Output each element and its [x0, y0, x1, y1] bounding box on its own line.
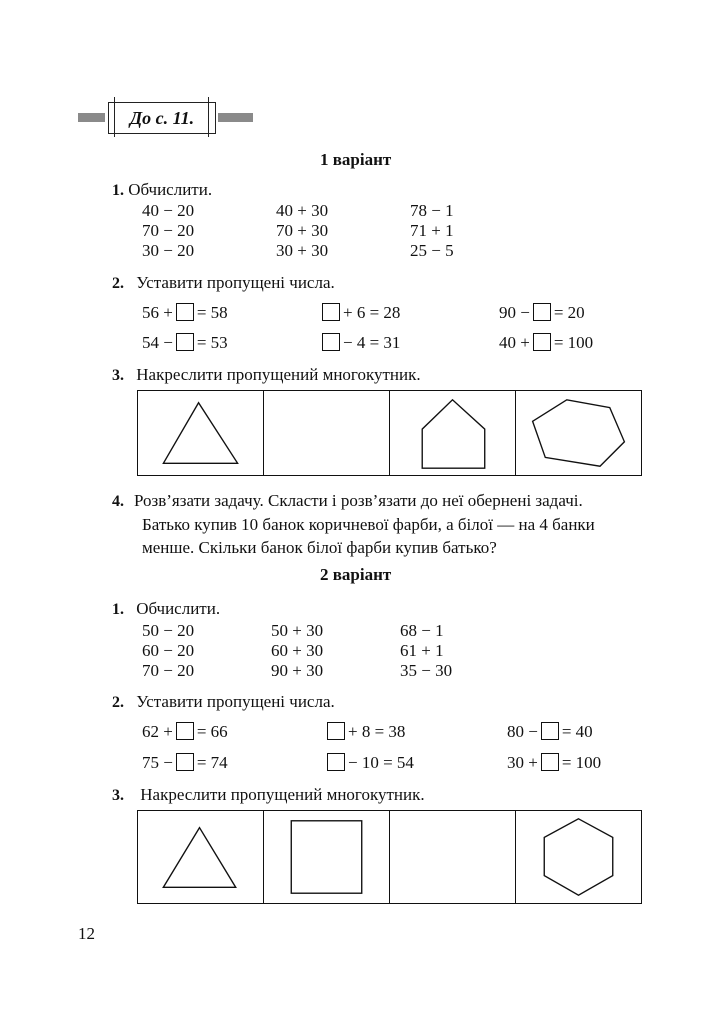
task-text: Накреслити пропущений многокутник.	[140, 785, 425, 804]
answer-box[interactable]	[176, 722, 194, 740]
polygon-cell-empty[interactable]	[390, 811, 516, 903]
expression: 70 + 30	[276, 221, 329, 240]
polygon-cell-pentagon	[390, 391, 516, 475]
fill-in-item: 75 − = 74	[142, 753, 228, 772]
task-text: Накреслити пропущений многокутник.	[136, 365, 421, 384]
answer-box[interactable]	[176, 303, 194, 321]
answer-box[interactable]	[533, 303, 551, 321]
expression: 60 + 30	[271, 641, 324, 660]
answer-box[interactable]	[176, 753, 194, 771]
fill-in-item: 62 + = 66	[142, 722, 228, 741]
expression: 70 − 20	[142, 221, 195, 240]
polygon-cell-square	[264, 811, 390, 903]
answer-box[interactable]	[327, 753, 345, 771]
expression: 40 − 20	[142, 201, 195, 220]
expr-col-1	[142, 201, 194, 261]
task-2-3	[112, 785, 425, 806]
square-shape	[264, 811, 389, 903]
section-header-label: До с. 11.	[129, 107, 195, 128]
task-text: Уставити пропущені числа.	[136, 273, 335, 292]
answer-box[interactable]	[322, 303, 340, 321]
expression: 61 + 1	[400, 641, 444, 660]
variant-1-title: 1 варіант	[320, 150, 392, 169]
fill-in-item: 90 − = 20	[499, 303, 585, 322]
polygon-table	[137, 390, 642, 476]
task-text-line: менше. Скільки банок білої фарби купив батько?	[142, 538, 497, 557]
polygon-cell-triangle	[138, 391, 264, 475]
section-header	[108, 102, 216, 134]
expr-col-1	[142, 621, 194, 681]
expression: 30 + 30	[276, 241, 329, 260]
answer-box[interactable]	[322, 333, 340, 351]
expression: 71 + 1	[410, 221, 454, 240]
expr-col-3	[400, 621, 452, 681]
answer-box[interactable]	[533, 333, 551, 351]
expression: 78 − 1	[410, 201, 454, 220]
polygon-cell-empty[interactable]	[264, 391, 390, 475]
variant-2-title: 2 варіант	[320, 565, 392, 584]
task-number: 2.	[112, 275, 124, 292]
task-2-2	[112, 692, 335, 713]
expression: 50 − 20	[142, 621, 195, 640]
answer-box[interactable]	[541, 753, 559, 771]
expression: 60 − 20	[142, 641, 195, 660]
fill-in-item: − 4 = 31	[319, 333, 400, 353]
polygon-cell-hexagon	[516, 811, 641, 903]
task-1-4	[112, 489, 595, 559]
task-1-2	[112, 273, 335, 294]
header-left-bar	[78, 113, 105, 122]
task-number: 1.	[112, 182, 124, 199]
task-2-1	[112, 599, 220, 620]
expression: 50 + 30	[271, 621, 324, 640]
task-text: Обчислити.	[136, 599, 221, 618]
pentagon-shape	[390, 391, 515, 475]
expr-col-3	[410, 201, 454, 261]
triangle-shape	[138, 811, 263, 903]
task-1-1	[112, 180, 212, 201]
fill-in-item: 40 + = 100	[499, 333, 594, 352]
polygon-cell-triangle	[138, 811, 264, 903]
task-number: 2.	[112, 694, 124, 711]
expr-col-2	[276, 201, 328, 261]
answer-box[interactable]	[176, 333, 194, 351]
task-number: 1.	[112, 601, 124, 618]
fill-in-item: + 8 = 38	[324, 722, 405, 742]
fill-in-item: − 10 = 54	[324, 753, 414, 773]
expression: 90 + 30	[271, 661, 324, 680]
fill-in-item: 80 − = 40	[507, 722, 593, 741]
answer-box[interactable]	[327, 722, 345, 740]
fill-in-item: + 6 = 28	[319, 303, 400, 323]
expression: 35 − 30	[400, 661, 453, 680]
task-number: 4.	[112, 493, 124, 510]
polygon-table	[137, 810, 642, 904]
task-text-line: Батько купив 10 банок коричневої фарби, а білої — на 4 банки	[142, 515, 595, 534]
hexagon-shape	[516, 391, 641, 475]
expression: 40 + 30	[276, 201, 329, 220]
page-number: 12	[78, 924, 95, 943]
answer-box[interactable]	[541, 722, 559, 740]
polygon-cell-hexagon	[516, 391, 641, 475]
task-text-line: Розв’язати задачу. Скласти і розв’язати до неї обернені задачі.	[134, 491, 583, 510]
task-text: Уставити пропущені числа.	[136, 692, 335, 711]
expression: 25 − 5	[410, 241, 454, 260]
task-text: Обчислити.	[128, 180, 213, 199]
fill-in-item: 56 + = 58	[142, 303, 228, 322]
header-right-bar	[218, 113, 253, 122]
hexagon-shape	[516, 811, 641, 903]
task-1-3	[112, 365, 421, 386]
expression: 70 − 20	[142, 661, 195, 680]
fill-in-item: 54 − = 53	[142, 333, 228, 352]
triangle-shape	[138, 391, 263, 475]
fill-in-item: 30 + = 100	[507, 753, 602, 772]
expression: 68 − 1	[400, 621, 444, 640]
task-number: 3.	[112, 367, 124, 384]
task-number: 3.	[112, 787, 124, 804]
expr-col-2	[271, 621, 323, 681]
expression: 30 − 20	[142, 241, 195, 260]
